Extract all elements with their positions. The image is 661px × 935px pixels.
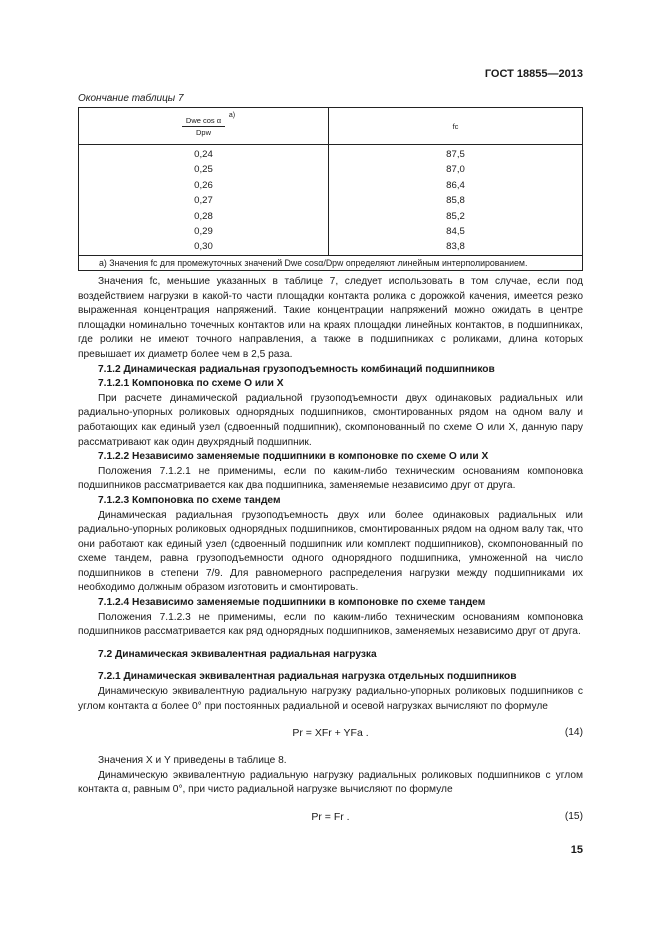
cell-ratio: 0,30 bbox=[79, 239, 329, 255]
cell-fc: 85,8 bbox=[329, 193, 583, 208]
cell-fc: 87,0 bbox=[329, 162, 583, 177]
heading-7-2-1: 7.2.1 Динамическая эквивалентная радиальная нагрузка отдельных подшипников bbox=[98, 671, 517, 683]
table-row bbox=[79, 224, 583, 239]
formula-14-expression: Pr = XFr + YFa . bbox=[292, 727, 369, 740]
heading-7-1-2-1: 7.1.2.1 Компоновка по схеме О или Х bbox=[98, 378, 284, 390]
paragraph: Значения fc, меньшие указанных в таблице 7, следует использовать в том случае, если под воздействием нагрузки в какой-то части площадки контакта ролика с дорожкой качения, имеется резко выраженная концентрация напряжений. Такие концентрации напряжений можно ожидать в центре площадки номинально точечных контактов или на краях площадки линейных контактов, в подшипниках, где ролики не имеют точного направления, а также в подшипниках с роликами, длина которых превышает их диаметр более чем в 2,5 раза. bbox=[78, 276, 583, 360]
col-header-ratio bbox=[79, 108, 329, 145]
formula-15-expression: Pr = Fr . bbox=[311, 811, 350, 823]
heading-7-1-2-4: 7.1.2.4 Независимо заменяемые подшипники в компоновке по схеме тандем bbox=[98, 597, 486, 609]
formula-15-number: (15) bbox=[564, 811, 583, 822]
footnote-mark: а) bbox=[228, 111, 236, 119]
heading-7-1-2-3: 7.1.2.3 Компоновка по схеме тандем bbox=[98, 494, 281, 506]
table-row bbox=[79, 239, 583, 255]
table-footnote: а) Значения fc для промежуточных значений Dwe cosα/Dpw определяют линейным интерполированием. bbox=[79, 255, 583, 270]
paragraph: Положения 7.1.2.1 не применимы, если по каким-либо техническим основаниям компоновка подшипников рассматривается как два подшипника, заменяемые независимо друг от друга. bbox=[78, 465, 583, 492]
formula-15 bbox=[78, 798, 583, 838]
table-row bbox=[79, 178, 583, 193]
paragraph: Динамическую эквивалентную радиальную нагрузку радиальных роликовых подшипников с углом контакта α, равным 0°, при чисто радиальной нагрузке вычисляют по формуле bbox=[78, 769, 583, 796]
cell-ratio: 0,26 bbox=[79, 178, 329, 193]
table-row bbox=[79, 162, 583, 177]
cell-fc: 85,2 bbox=[329, 209, 583, 224]
formula-14-number: (14) bbox=[564, 727, 583, 739]
table-row bbox=[79, 209, 583, 224]
ratio-fraction bbox=[182, 111, 236, 137]
table-7 bbox=[78, 107, 583, 271]
cell-ratio: 0,27 bbox=[79, 193, 329, 208]
page-number: 15 bbox=[570, 844, 583, 856]
table-row bbox=[79, 145, 583, 163]
table-row bbox=[79, 193, 583, 208]
cell-fc: 87,5 bbox=[329, 145, 583, 163]
heading-7-2: 7.2 Динамическая эквивалентная радиальная нагрузка bbox=[98, 648, 377, 660]
heading-7-1-2: 7.1.2 Динамическая радиальная грузоподъемность комбинаций подшипников bbox=[98, 363, 495, 375]
paragraph: Значения X и Y приведены в таблице 8. bbox=[98, 755, 287, 767]
doc-code-header: ГОСТ 18855—2013 bbox=[484, 68, 583, 80]
paragraph: Динамическая радиальная грузоподъемность двух или более одинаковых радиальных или радиально-упорных роликовых однорядных подшипников, смонтированных рядом на одном валу так, что они работают как единый узел (сдвоенный подшипник или комплект подшипников), скомпонованный по схеме тандем, равна грузоподъемности одного однорядного подшипника, умноженной на число подшипников в степени 7/9. Для равномерного распределения нагрузки между подшипниками их необходимо должным образом изготовить и смонтировать. bbox=[78, 509, 583, 594]
cell-ratio: 0,28 bbox=[79, 209, 329, 224]
cell-fc: 86,4 bbox=[329, 178, 583, 193]
cell-fc: 83,8 bbox=[329, 239, 583, 255]
cell-fc: 84,5 bbox=[329, 224, 583, 239]
ratio-denominator: Dpw bbox=[195, 127, 211, 137]
formula-14 bbox=[78, 714, 583, 754]
paragraph: При расчете динамической радиальной грузоподъемности двух одинаковых радиальных или радиально-упорных роликовых однорядных подшипников, смонтированных рядом на одном валу и работающих как единый узел (сдвоенный подшипник), скомпонованный по схеме О или Х, данную пару рассматривают как один двухрядный подшипник. bbox=[78, 392, 583, 448]
col-header-fc: fc bbox=[329, 108, 583, 145]
heading-7-1-2-2: 7.1.2.2 Независимо заменяемые подшипники в компоновке по схеме О или Х bbox=[98, 451, 489, 463]
paragraph: Положения 7.1.2.3 не применимы, если по каким-либо техническим основаниям компоновка подшипников рассматривается как ряд однорядных подшипников, заменяемых независимо друг от друга. bbox=[78, 611, 583, 638]
cell-ratio: 0,29 bbox=[79, 224, 329, 239]
cell-ratio: 0,25 bbox=[79, 162, 329, 177]
table-caption: Окончание таблицы 7 bbox=[78, 93, 184, 104]
ratio-numerator: Dwe cos α bbox=[182, 116, 225, 127]
cell-ratio: 0,24 bbox=[79, 145, 329, 163]
paragraph: Динамическую эквивалентную радиальную нагрузку радиально-упорных роликовых подшипников с углом контакта α более 0° при постоянных радиальной и осевой нагрузках вычисляют по формуле bbox=[78, 686, 583, 712]
body-text bbox=[78, 275, 583, 838]
